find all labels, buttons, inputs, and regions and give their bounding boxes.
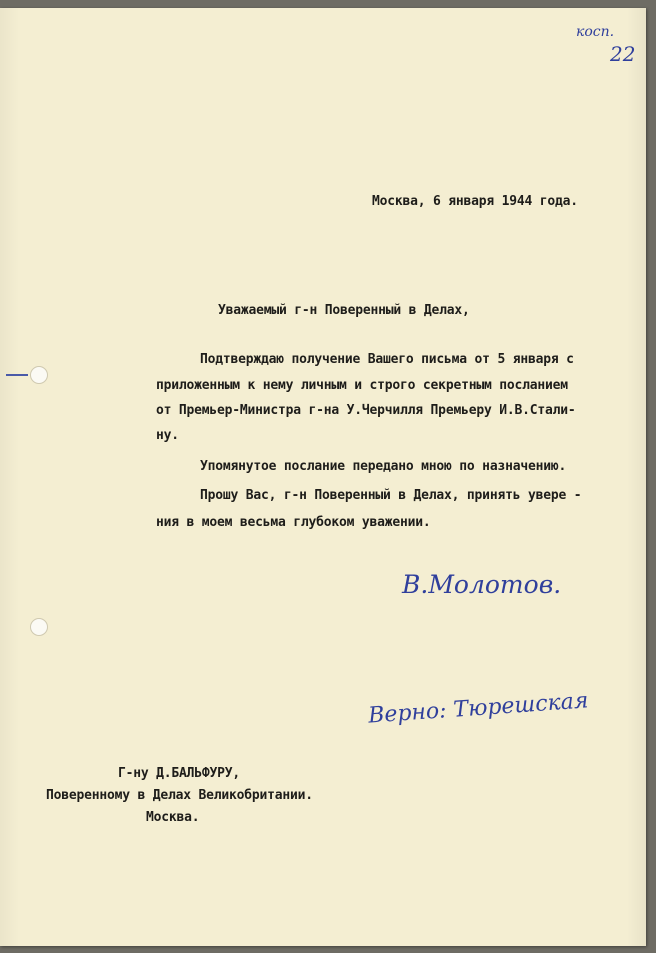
punch-hole-bottom [30, 618, 48, 636]
archive-note: косп. [576, 24, 615, 40]
certification-signature: Верно: Тюрешская [367, 688, 590, 729]
body-line: Прошу Вас, г-н Поверенный в Делах, принять увере - [200, 488, 582, 503]
document-page [0, 8, 646, 946]
place-date: Москва, 6 января 1944 года. [372, 194, 578, 209]
body-line: Подтверждаю получение Вашего письма от 5 января с [200, 352, 574, 367]
archive-page-number: 22 [610, 42, 636, 66]
addressee-line: Г-ну Д.БАЛЬФУРУ, [118, 766, 241, 781]
binding-mark [6, 374, 28, 376]
addressee-line: Москва. [146, 810, 200, 825]
signature: В.Молотов. [402, 570, 562, 599]
addressee-line: Поверенному в Делах Великобритании. [46, 788, 313, 803]
body-line: Упомянутое послание передано мною по назначению. [200, 459, 567, 474]
body-line: от Премьер-Министра г-на У.Черчилля Премьеру И.В.Стали- [156, 403, 576, 418]
body-line: ния в моем весьма глубоком уважении. [156, 515, 431, 530]
body-line: приложенным к нему личным и строго секретным посланием [156, 378, 568, 393]
punch-hole-top [30, 366, 48, 384]
body-line: ну. [156, 428, 179, 443]
salutation: Уважаемый г-н Поверенный в Делах, [218, 303, 470, 318]
